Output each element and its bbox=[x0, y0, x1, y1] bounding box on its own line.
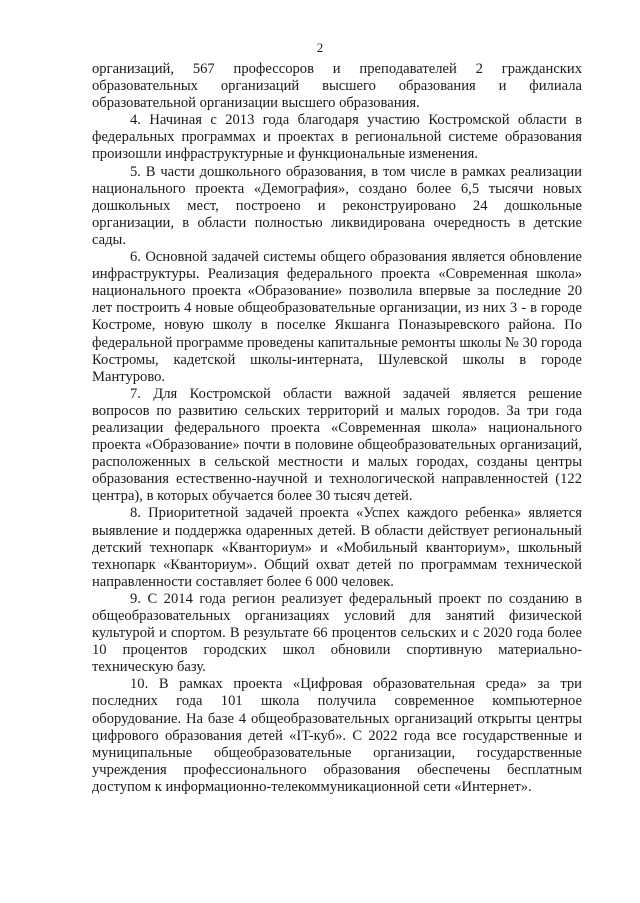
paragraph-9: 9. С 2014 года регион реализует федеральный проект по созданию в общеобразовательных организациях условий для занятий физической культурой и спортом. В результате 66 процентов сельских и с 2020 года более 10 процентов городских школ обновили спортивную материально-техническую базу. bbox=[92, 590, 582, 676]
paragraph-5: 5. В части дошкольного образования, в том числе в рамках реализации национального проекта «Демография», создано более 6,5 тысячи новых дошкольных мест, построено и реконструировано 24 дошкольные организации, в области полностью ликвидирована очередность в детские сады. bbox=[92, 163, 582, 248]
paragraph-10: 10. В рамках проекта «Цифровая образовательная среда» за три последних года 101 школа получила современное компьютерное оборудование. На базе 4 общеобразовательных организаций открыты центры цифрового образования детей «IT-куб». С 2022 года все государственные и муниципальные общеобразовательные организации, государственные учреждения профессионального образования обеспечены бесплатным доступом к информационно-телекоммуникационной сети «Интернет». bbox=[92, 676, 582, 795]
paragraph-4: 4. Начиная с 2013 года благодаря участию Костромской области в федеральных программах и проектах в региональной системе образования произошли инфраструктурные и функциональные изменения. bbox=[92, 112, 582, 163]
paragraph-6: 6. Основной задачей системы общего образования является обновление инфраструктуры. Реализация федерального проекта «Современная школа» национального проекта «Образование» позволила впервые за последние 20 лет построить 4 новые общеобразовательные организации, из них 3 - в городе Костроме, новую школу в поселке Якшанга Поназыревского района. По федеральной программе проведены капитальные ремонты школы № 30 города Костромы, кадетской школы-интерната, Шулевской школы в городе Мантурово. bbox=[92, 249, 582, 385]
document-body bbox=[92, 61, 582, 796]
paragraph-continuation: организаций, 567 профессоров и преподавателей 2 гражданских образовательных организаций высшего образования и филиала образовательной организации высшего образования. bbox=[92, 61, 582, 112]
page-number: 2 bbox=[316, 40, 324, 55]
paragraph-7: 7. Для Костромской области важной задачей является решение вопросов по развитию сельских территорий и малых городов. За три года реализации федерального проекта «Современная школа» национального проекта «Образование» почти в половине общеобразовательных организаций, расположенных в сельской местности и малых городах, созданы центры образования естественно-научной и технологической направленностей (122 центра), в которых обучается более 30 тысяч детей. bbox=[92, 385, 582, 505]
paragraph-8: 8. Приоритетной задачей проекта «Успех каждого ребенка» является выявление и поддержка одаренных детей. В области действует региональный детский технопарк «Кванториум» и «Мобильный кванториум», школьный технопарк «Кванториум». Общий охват детей по программам технической направленности составляет более 6 000 человек. bbox=[92, 505, 582, 590]
